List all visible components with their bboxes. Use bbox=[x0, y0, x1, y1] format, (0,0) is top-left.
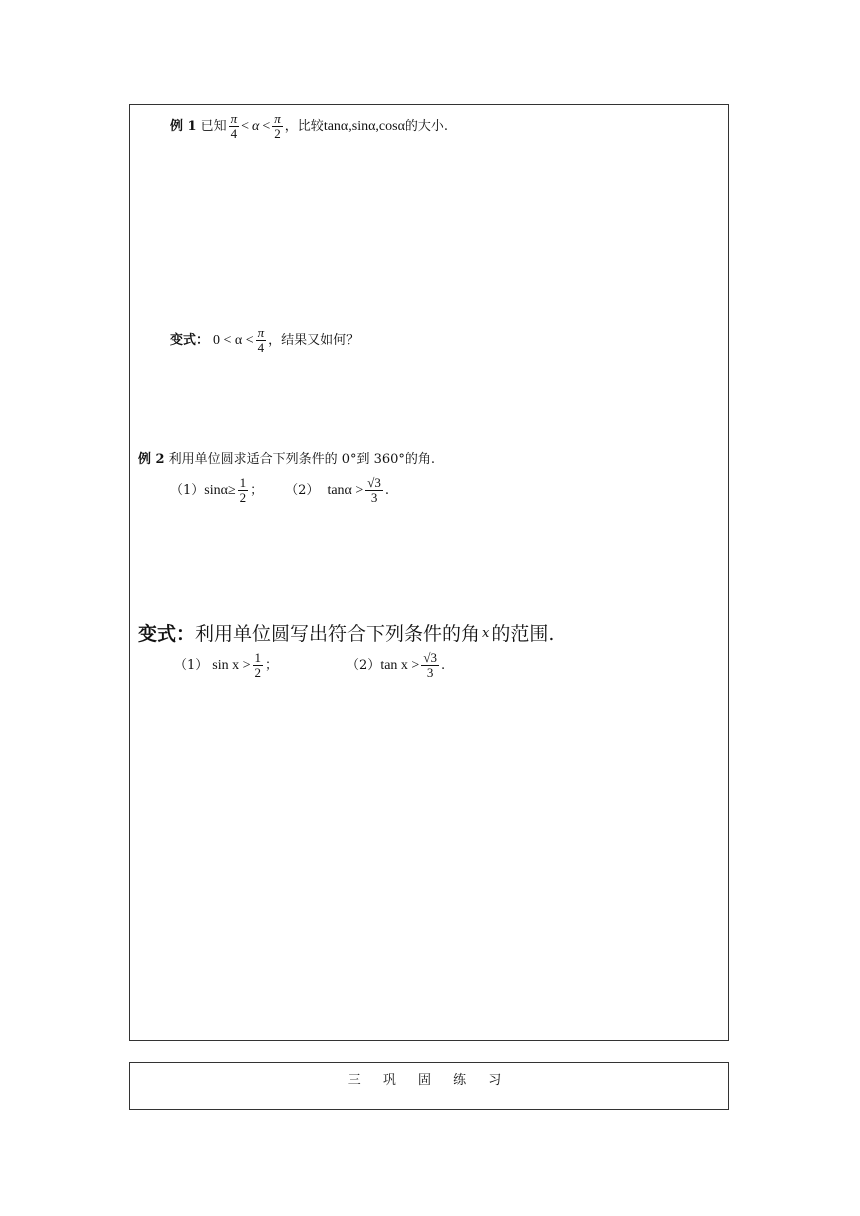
variant1-suffix: ，结果又如何？ bbox=[268, 332, 360, 348]
frac-denominator: 4 bbox=[230, 126, 238, 141]
frac-denominator: 4 bbox=[257, 340, 265, 355]
variant2-label: 变式： bbox=[138, 623, 196, 645]
example2-item1-label: （1） bbox=[170, 482, 205, 498]
frac-numerator: π bbox=[257, 325, 265, 340]
less-than-sign: < bbox=[262, 118, 271, 134]
example2-item2-frac bbox=[365, 476, 383, 505]
variant1-lead: 0 < α < bbox=[213, 332, 254, 348]
variant1-frac-pi-4 bbox=[256, 326, 267, 355]
example2-label: 例 2 bbox=[138, 452, 165, 467]
frac-numerator: √3 bbox=[367, 475, 381, 490]
variant2-variable-x: x bbox=[482, 626, 490, 641]
variant1-label: 变式： bbox=[170, 332, 210, 348]
example1-line bbox=[170, 112, 448, 141]
frac-denominator: 2 bbox=[274, 126, 281, 141]
frac-numerator: √3 bbox=[423, 650, 437, 665]
practice-section-title: 三 巩 固 练 习 bbox=[347, 1073, 511, 1088]
example2-item1-frac bbox=[238, 476, 249, 505]
example2-item1-end: ； bbox=[250, 482, 264, 498]
example2-line bbox=[138, 452, 435, 468]
variant2-item1-end: ； bbox=[265, 657, 279, 673]
example2-item2-end: . bbox=[384, 482, 390, 498]
less-than-sign: < bbox=[241, 118, 250, 134]
example2-item1-expr: sinα≥ bbox=[204, 482, 236, 498]
example2-items-line bbox=[170, 476, 389, 505]
variant2-item1-expr: sin x > bbox=[212, 657, 251, 673]
alpha-symbol: α bbox=[252, 118, 260, 134]
example2-item2-expr: tanα > bbox=[327, 482, 364, 498]
variant2-item2-expr: tan x > bbox=[380, 657, 420, 673]
variant2-text-a: 利用单位圆写出符合下列条件的角 bbox=[195, 623, 481, 645]
variant2-items-line bbox=[174, 651, 445, 680]
frac-numerator: π bbox=[274, 111, 281, 126]
variant2-item2-frac bbox=[421, 651, 439, 680]
example2-item2-label: （2） bbox=[285, 482, 320, 498]
example2-text: 利用单位圆求适合下列条件的 0°到 360°的角. bbox=[168, 452, 436, 467]
example1-label: 例 1 bbox=[170, 118, 197, 134]
frac-numerator: π bbox=[230, 111, 238, 126]
example1-expression: tanα,sinα,cosα bbox=[323, 118, 405, 134]
practice-section-box bbox=[129, 1062, 729, 1110]
variant2-item2-end: . bbox=[440, 657, 446, 673]
variant2-line bbox=[138, 622, 554, 646]
example1-prefix: 已知 bbox=[200, 118, 227, 134]
example1-comma: ，比较 bbox=[284, 118, 324, 134]
variant2-text-b: 的范围. bbox=[491, 623, 555, 645]
frac-numerator: 1 bbox=[254, 650, 262, 665]
frac-numerator: 1 bbox=[239, 475, 247, 490]
frac-denominator: 2 bbox=[254, 665, 262, 680]
example1-suffix: 的大小. bbox=[404, 118, 449, 134]
variant2-item2-label: （2） bbox=[346, 657, 381, 673]
example1-frac-pi-2 bbox=[272, 112, 283, 141]
variant1-line bbox=[170, 326, 359, 355]
variant2-item1-label: （1） bbox=[174, 657, 209, 673]
frac-denominator: 2 bbox=[239, 490, 247, 505]
example1-frac-pi-4 bbox=[229, 112, 240, 141]
main-content-box bbox=[129, 104, 729, 1041]
frac-denominator: 3 bbox=[370, 490, 378, 505]
variant2-item1-frac bbox=[253, 651, 264, 680]
frac-denominator: 3 bbox=[426, 665, 434, 680]
